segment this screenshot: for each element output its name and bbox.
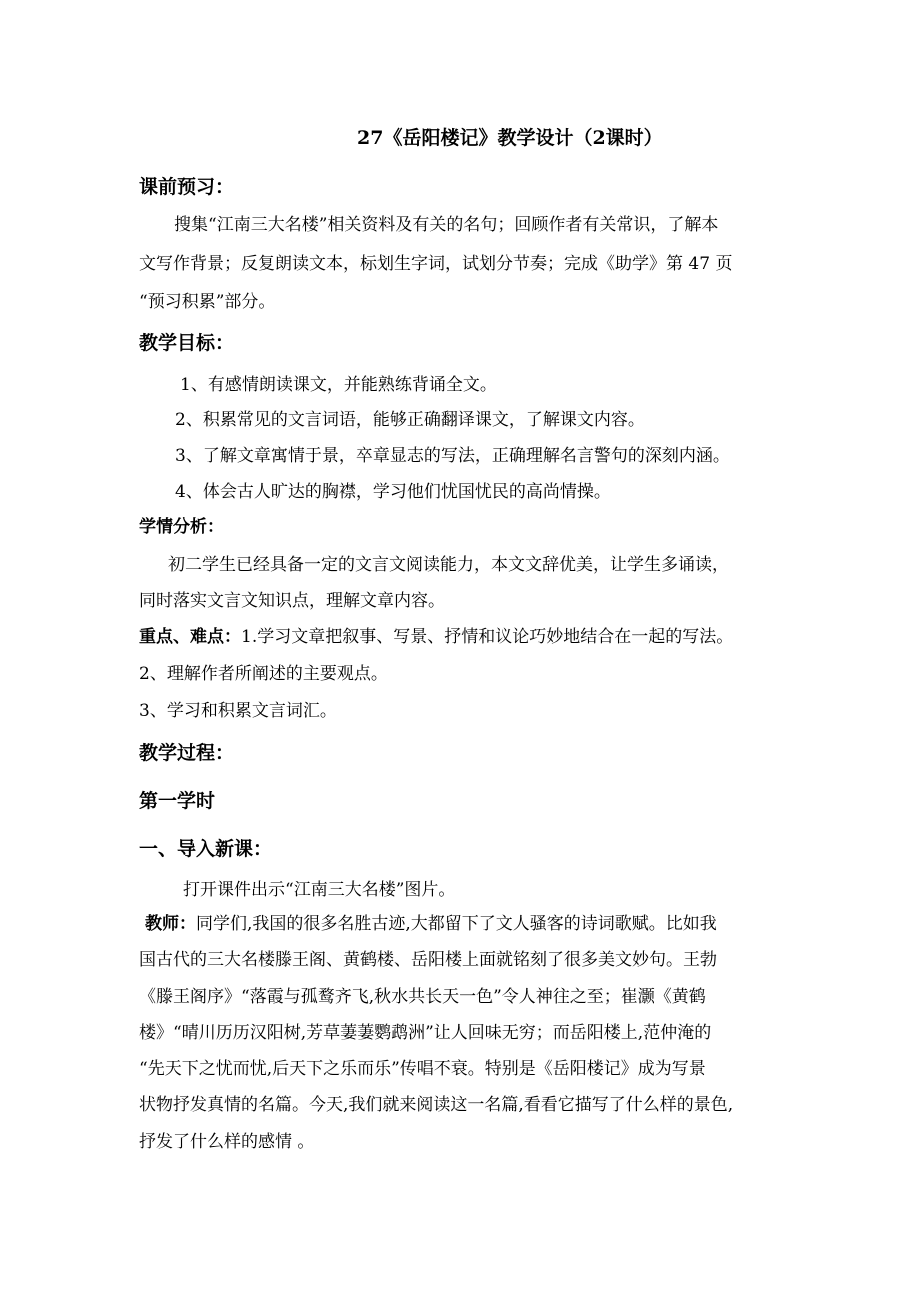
keypoints-label: 重点、难点： <box>139 627 241 647</box>
goal-item: 1、有感情朗读课文，并能熟练背诵全文。 <box>180 375 497 395</box>
goals-heading: 教学目标： <box>139 332 235 354</box>
document-title: 27《岳阳楼记》教学设计（2课时） <box>357 127 663 149</box>
analysis-heading: 学情分析： <box>139 517 224 537</box>
goal-item: 2、积累常见的文言词语，能够正确翻译课文，了解课文内容。 <box>175 410 645 430</box>
keypoint-item: 3、学习和积累文言词汇。 <box>139 701 337 721</box>
teacher-text-line: 《滕王阁序》“落霞与孤鹜齐飞,秋水共长天一色”令人神往之至；崔灏《黄鹤 <box>139 987 706 1007</box>
process-heading: 教学过程： <box>139 742 235 764</box>
intro-line: 打开课件出示“江南三大名楼”图片。 <box>183 880 456 900</box>
keypoint-item: 2、理解作者所阐述的主要观点。 <box>139 664 388 684</box>
preview-heading: 课前预习： <box>139 176 235 198</box>
teacher-text-line: 楼》“晴川历历汉阳树,芳草萋萋鹦鹉洲”让人回味无穷；而岳阳楼上,范仲淹的 <box>139 1023 712 1043</box>
teacher-text-line: 国古代的三大名楼滕王阁、黄鹤楼、岳阳楼上面就铭刻了很多美文妙句。王勃 <box>139 950 717 970</box>
analysis-line: 同时落实文言文知识点，理解文章内容。 <box>139 591 445 611</box>
goal-item: 3、了解文章寓情于景，卒章显志的写法，正确理解名言警句的深刻内涵。 <box>175 446 730 466</box>
teacher-line <box>145 913 717 935</box>
teacher-text-line: 抒发了什么样的感情 。 <box>139 1132 315 1152</box>
teacher-first: 同学们,我国的很多名胜古迹,大都留下了文人骚客的诗词歌赋。比如我 <box>196 914 717 934</box>
preview-line: “预习积累”部分。 <box>139 292 276 312</box>
keypoints-line <box>139 626 733 648</box>
lesson-heading: 第一学时 <box>139 790 216 812</box>
teacher-text-line: “先天下之忧而忧,后天下之乐而乐”传唱不衰。特别是《岳阳楼记》成为写景 <box>139 1059 706 1079</box>
teacher-text-line: 状物抒发真情的名篇。今天,我们就来阅读这一名篇,看看它描写了什么样的景色, <box>139 1095 734 1115</box>
analysis-line: 初二学生已经具备一定的文言文阅读能力，本文文辞优美，让学生多诵读， <box>168 555 729 575</box>
keypoints-first: 1.学习文章把叙事、写景、抒情和议论巧妙地结合在一起的写法。 <box>241 627 734 647</box>
section-heading: 一、导入新课： <box>139 838 273 860</box>
goal-item: 4、体会古人旷达的胸襟，学习他们忧国忧民的高尚情操。 <box>175 482 611 502</box>
preview-line: 文写作背景；反复朗读文本，标划生字词，试划分节奏；完成《助学》第 47 页 <box>139 254 733 274</box>
teacher-label: 教师： <box>145 914 196 934</box>
preview-line: 搜集“江南三大名楼”相关资料及有关的名句；回顾作者有关常识，了解本 <box>174 215 719 235</box>
